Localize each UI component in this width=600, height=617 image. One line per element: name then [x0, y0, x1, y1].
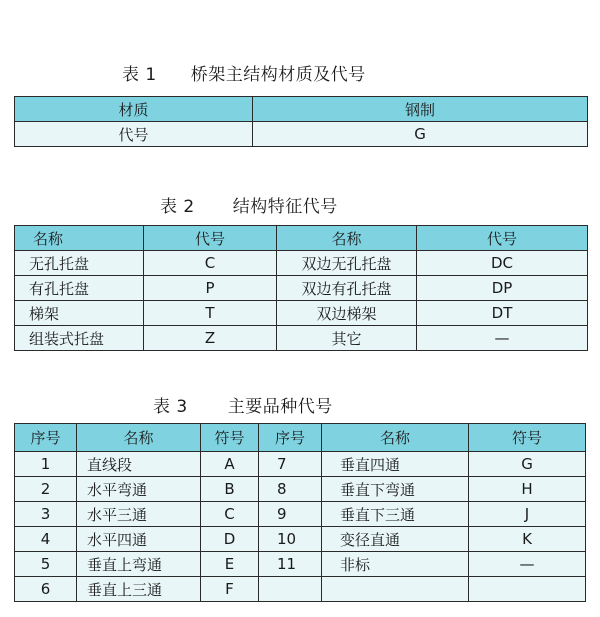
- table2-row: [15, 276, 588, 301]
- table3-cell-symbol: A: [201, 452, 259, 477]
- table2-cell-code: Z: [144, 326, 277, 351]
- table2-cell-code: DP: [417, 276, 588, 301]
- table3-cell-name: 非标: [322, 552, 469, 577]
- table3-cell-name: 水平三通: [77, 502, 201, 527]
- table3-cell-name: [322, 577, 469, 602]
- table1-caption-number: 表 1: [122, 65, 157, 85]
- table3-caption-number: 表 3: [153, 397, 188, 417]
- table3-row: [15, 577, 586, 602]
- table3-cell-name: 垂直上弯通: [77, 552, 201, 577]
- table1-row: [15, 122, 588, 147]
- table3-cell-index: 11: [259, 552, 322, 577]
- table2-header-name-right: 名称: [277, 226, 417, 251]
- table3-cell-name: 直线段: [77, 452, 201, 477]
- table1-material-code: [14, 96, 588, 147]
- table3-caption-title: 主要品种代号: [227, 397, 333, 417]
- table3-cell-symbol: [469, 577, 586, 602]
- table3-row: [15, 527, 586, 552]
- table2-cell-name: 有孔托盘: [15, 276, 144, 301]
- table2-row: [15, 251, 588, 276]
- table3-cell-name: 水平四通: [77, 527, 201, 552]
- table3-cell-index: 2: [15, 477, 77, 502]
- table3-cell-index: 6: [15, 577, 77, 602]
- table2-cell-name: 双边梯架: [277, 301, 417, 326]
- table3-cell-name: 变径直通: [322, 527, 469, 552]
- table1-header-material: 材质: [15, 97, 253, 122]
- table3-header-index-right: 序号: [259, 424, 322, 452]
- table2-cell-code: DT: [417, 301, 588, 326]
- table3-header-name-left: 名称: [77, 424, 201, 452]
- table3-cell-symbol: D: [201, 527, 259, 552]
- table3-cell-index: 8: [259, 477, 322, 502]
- table3-cell-index: 10: [259, 527, 322, 552]
- table2-cell-code: C: [144, 251, 277, 276]
- table3-product-code: [14, 423, 586, 602]
- table2-cell-name: 双边有孔托盘: [277, 276, 417, 301]
- table2-header-code-left: 代号: [144, 226, 277, 251]
- table3-header-row: [15, 424, 586, 452]
- table1-header-row: [15, 97, 588, 122]
- table3-header-name-right: 名称: [322, 424, 469, 452]
- table1-caption-title: 桥架主结构材质及代号: [190, 65, 366, 85]
- table3-row: [15, 502, 586, 527]
- table3-cell-index: 9: [259, 502, 322, 527]
- table1-header-steel: 钢制: [253, 97, 588, 122]
- table3-cell-index: 1: [15, 452, 77, 477]
- table3-cell-index: 3: [15, 502, 77, 527]
- table3-cell-index: 4: [15, 527, 77, 552]
- table3-cell-name: 垂直下弯通: [322, 477, 469, 502]
- table1-caption: [122, 60, 366, 85]
- table3-cell-symbol: H: [469, 477, 586, 502]
- table2-row: [15, 301, 588, 326]
- table1-cell-label: 代号: [15, 122, 253, 147]
- table3-row: [15, 552, 586, 577]
- table3-cell-symbol: B: [201, 477, 259, 502]
- table3-cell-index: [259, 577, 322, 602]
- table2-caption-number: 表 2: [160, 197, 195, 217]
- table2-cell-code: T: [144, 301, 277, 326]
- table3-header-symbol-right: 符号: [469, 424, 586, 452]
- table3-header-index-left: 序号: [15, 424, 77, 452]
- table2-caption: [160, 192, 338, 217]
- table3-cell-symbol: F: [201, 577, 259, 602]
- table3-cell-name: 垂直四通: [322, 452, 469, 477]
- table3-header-symbol-left: 符号: [201, 424, 259, 452]
- table3-cell-index: 7: [259, 452, 322, 477]
- table3-cell-symbol: J: [469, 502, 586, 527]
- table2-cell-name: 组装式托盘: [15, 326, 144, 351]
- table2-cell-code: —: [417, 326, 588, 351]
- table2-cell-name: 双边无孔托盘: [277, 251, 417, 276]
- table3-cell-symbol: K: [469, 527, 586, 552]
- table3-cell-symbol: —: [469, 552, 586, 577]
- table2-cell-name: 梯架: [15, 301, 144, 326]
- table3-row: [15, 477, 586, 502]
- table2-header-name-left: 名称: [15, 226, 144, 251]
- table2-row: [15, 326, 588, 351]
- table2-caption-title: 结构特征代号: [232, 197, 338, 217]
- table2-cell-name: 其它: [277, 326, 417, 351]
- table2-structure-code: [14, 225, 588, 351]
- table1-cell-code: G: [253, 122, 588, 147]
- table2-cell-code: DC: [417, 251, 588, 276]
- table3-cell-symbol: C: [201, 502, 259, 527]
- table2-header-row: [15, 226, 588, 251]
- table3-cell-name: 水平弯通: [77, 477, 201, 502]
- table3-cell-index: 5: [15, 552, 77, 577]
- table3-cell-symbol: E: [201, 552, 259, 577]
- table3-row: [15, 452, 586, 477]
- table3-cell-name: 垂直上三通: [77, 577, 201, 602]
- table3-cell-name: 垂直下三通: [322, 502, 469, 527]
- table3-caption: [153, 392, 333, 417]
- table2-cell-name: 无孔托盘: [15, 251, 144, 276]
- table3-cell-symbol: G: [469, 452, 586, 477]
- table2-header-code-right: 代号: [417, 226, 588, 251]
- table2-cell-code: P: [144, 276, 277, 301]
